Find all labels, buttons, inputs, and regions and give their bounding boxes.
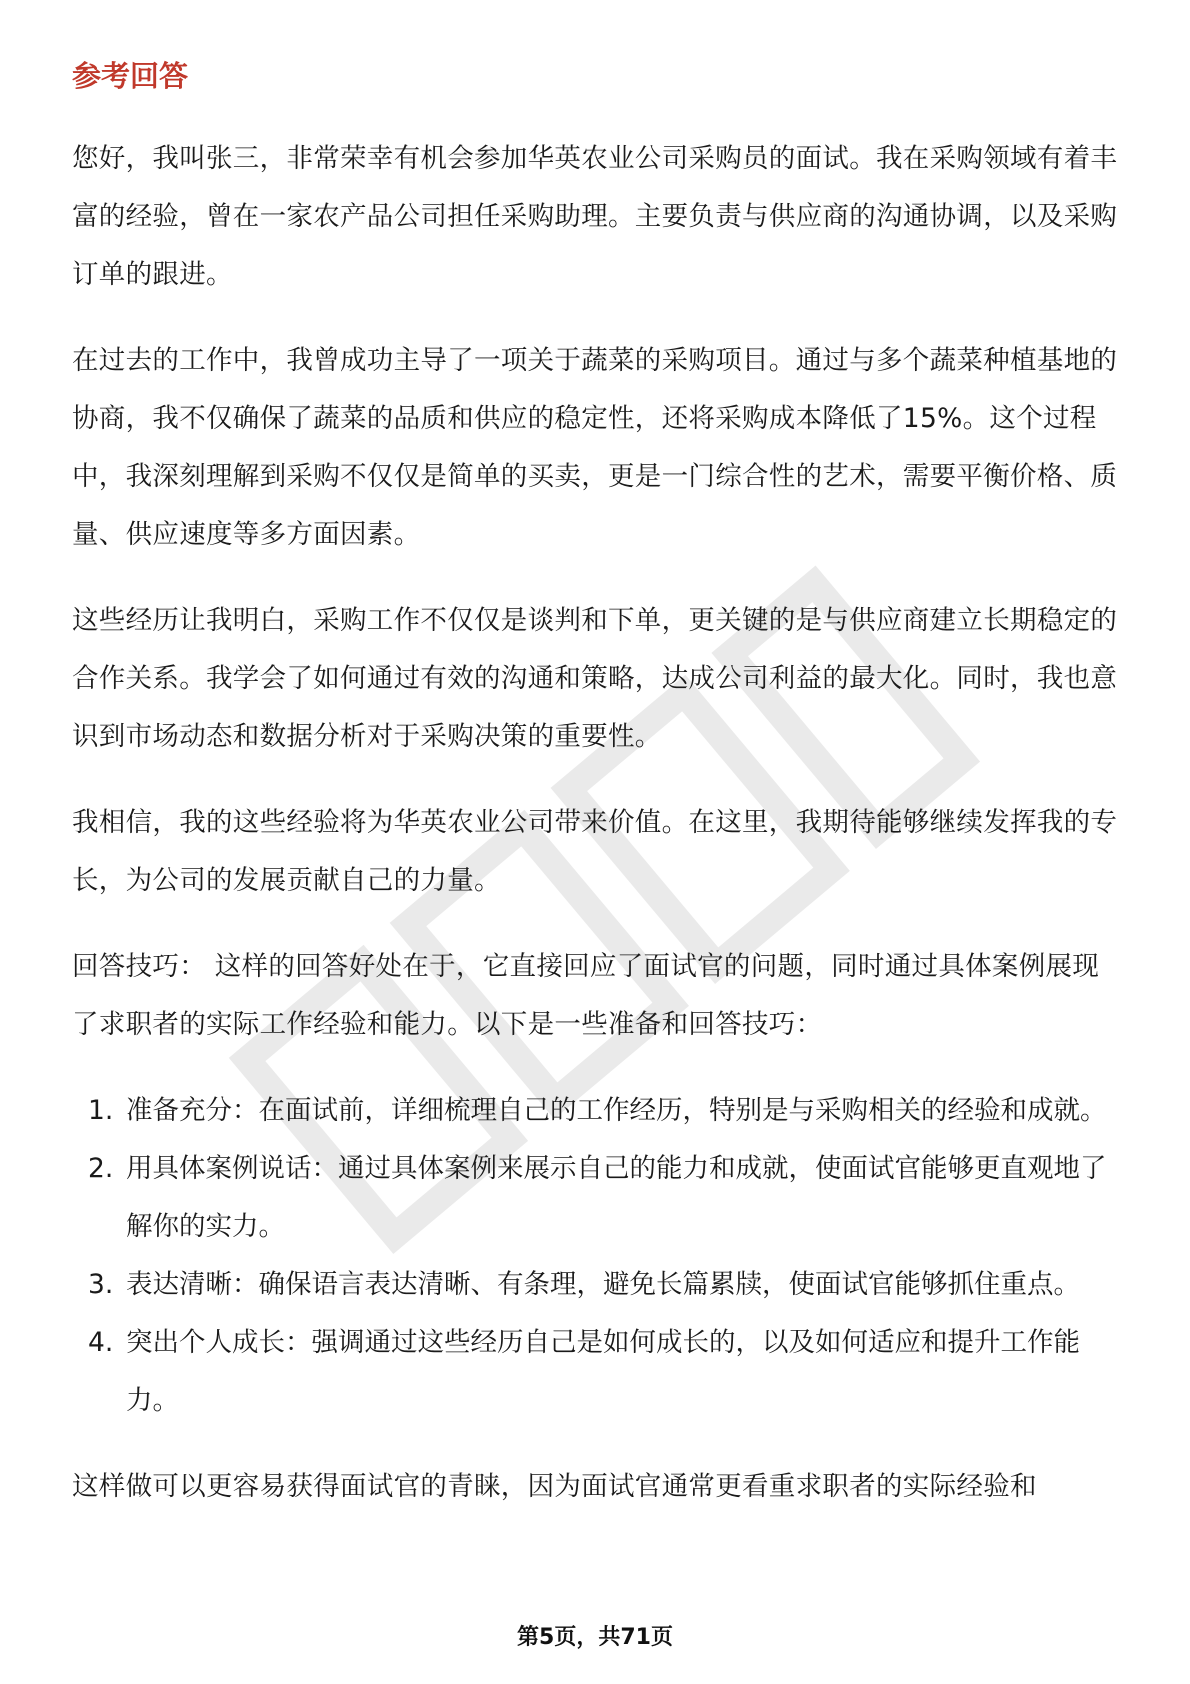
document-page bbox=[72, 40, 1122, 1544]
list-text: 准备充分：在面试前，详细梳理自己的工作经历，特别是与采购相关的经验和成就。 bbox=[126, 1095, 1107, 1126]
list-number: 3. bbox=[88, 1269, 114, 1300]
paragraph-tips-intro: 回答技巧： 这样的回答好处在于，它直接回应了面试官的问题，同时通过具体案例展现了求职者的实际工作经验和能力。以下是一些准备和回答技巧： bbox=[72, 951, 1100, 1040]
tips-list bbox=[72, 1082, 1122, 1430]
paragraph-lessons: 这些经历让我明白，采购工作不仅仅是谈判和下单，更关键的是与供应商建立长期稳定的合作关系。我学会了如何通过有效的沟通和策略，达成公司利益的最大化。同时，我也意识到市场动态和数据分析对于采购决策的重要性。 bbox=[72, 605, 1118, 752]
list-text: 表达清晰：确保语言表达清晰、有条理，避免长篇累牍，使面试官能够抓住重点。 bbox=[126, 1269, 1080, 1300]
list-text: 突出个人成长：强调通过这些经历自己是如何成长的，以及如何适应和提升工作能力。 bbox=[126, 1327, 1080, 1416]
list-text: 用具体案例说话：通过具体案例来展示自己的能力和成就，使面试官能够更直观地了解你的实力。 bbox=[126, 1153, 1107, 1242]
section-heading: 参考回答 bbox=[72, 59, 189, 93]
paragraph-conclusion: 我相信，我的这些经验将为华英农业公司带来价值。在这里，我期待能够继续发挥我的专长，为公司的发展贡献自己的力量。 bbox=[72, 807, 1118, 896]
page-number-footer: 第5页，共71页 bbox=[517, 1625, 673, 1650]
paragraph-closing: 这样做可以更容易获得面试官的青睐，因为面试官通常更看重求职者的实际经验和 bbox=[72, 1471, 1037, 1502]
list-item bbox=[72, 1140, 1122, 1256]
list-number: 2. bbox=[88, 1153, 114, 1184]
paragraph-intro: 您好，我叫张三，非常荣幸有机会参加华英农业公司采购员的面试。我在采购领域有着丰富的经验，曾在一家农产品公司担任采购助理。主要负责与供应商的沟通协调，以及采购订单的跟进。 bbox=[72, 143, 1118, 290]
list-number: 4. bbox=[88, 1327, 114, 1358]
list-item bbox=[72, 1256, 1122, 1314]
list-number: 1. bbox=[88, 1095, 114, 1126]
paragraph-project: 在过去的工作中，我曾成功主导了一项关于蔬菜的采购项目。通过与多个蔬菜种植基地的协商，我不仅确保了蔬菜的品质和供应的稳定性，还将采购成本降低了15%。这个过程中，我深刻理解到采购不仅仅是简单的买卖，更是一门综合性的艺术，需要平衡价格、质量、供应速度等多方面因素。 bbox=[72, 345, 1118, 550]
list-item bbox=[72, 1082, 1122, 1140]
list-item bbox=[72, 1314, 1122, 1430]
